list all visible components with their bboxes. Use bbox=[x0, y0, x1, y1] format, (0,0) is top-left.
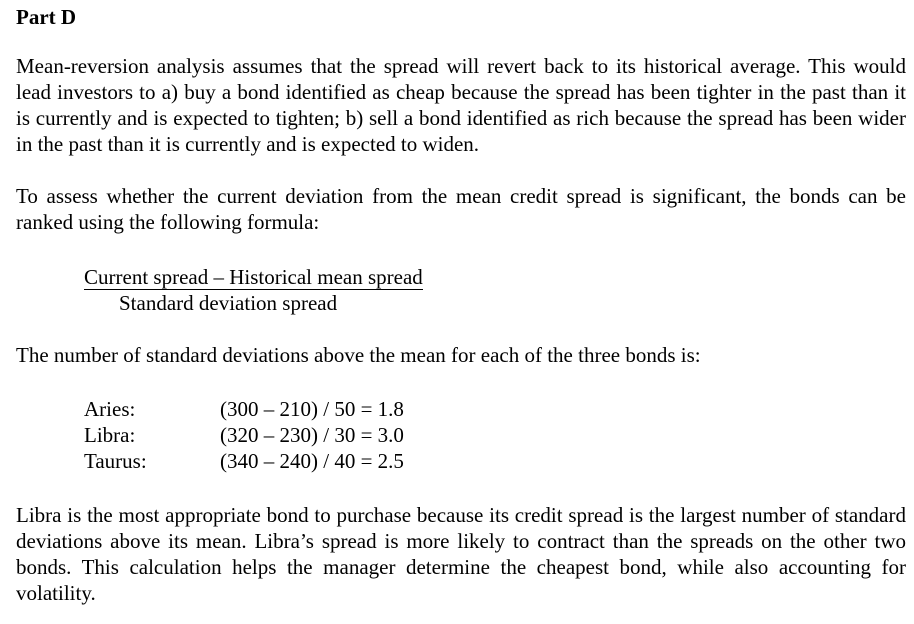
bond-name: Libra: bbox=[84, 423, 136, 447]
formula-numerator: Current spread – Historical mean spread bbox=[84, 265, 423, 289]
section-heading: Part D bbox=[16, 5, 77, 29]
bond-name: Aries: bbox=[84, 397, 136, 421]
bond-row-libra bbox=[84, 422, 404, 448]
conclusion-paragraph: Libra is the most appropriate bond to purchase because its credit spread is the largest number of standard deviations above its mean. Libra’s spread is more likely to contract than the spreads on the other two bonds. This calculation helps the manager determine the cheapest bond, while also accounting for volatility. bbox=[16, 503, 906, 605]
bond-name: Taurus: bbox=[84, 449, 147, 473]
formula-denominator: Standard deviation spread bbox=[119, 291, 338, 315]
spread-formula bbox=[84, 264, 464, 316]
bond-calculations bbox=[84, 396, 404, 474]
assessment-paragraph: To assess whether the current deviation from the mean credit spread is significant, the bonds can be ranked using the following formula: bbox=[16, 184, 906, 234]
bond-row-aries bbox=[84, 396, 404, 422]
bond-calculation: (340 – 240) / 40 = 2.5 bbox=[220, 449, 404, 473]
bond-row-taurus bbox=[84, 448, 404, 474]
standard-deviations-paragraph: The number of standard deviations above the mean for each of the three bonds is: bbox=[16, 343, 701, 367]
mean-reversion-paragraph: Mean-reversion analysis assumes that the spread will revert back to its historical average. This would lead investors to a) buy a bond identified as cheap because the spread has been tighter in the past than it is currently and is expected to tighten; b) sell a bond identified as rich because the spread has been wider in the past than it is currently and is expected to widen. bbox=[16, 54, 906, 156]
bond-calculation: (300 – 210) / 50 = 1.8 bbox=[220, 397, 404, 421]
bond-calculation: (320 – 230) / 30 = 3.0 bbox=[220, 423, 404, 447]
